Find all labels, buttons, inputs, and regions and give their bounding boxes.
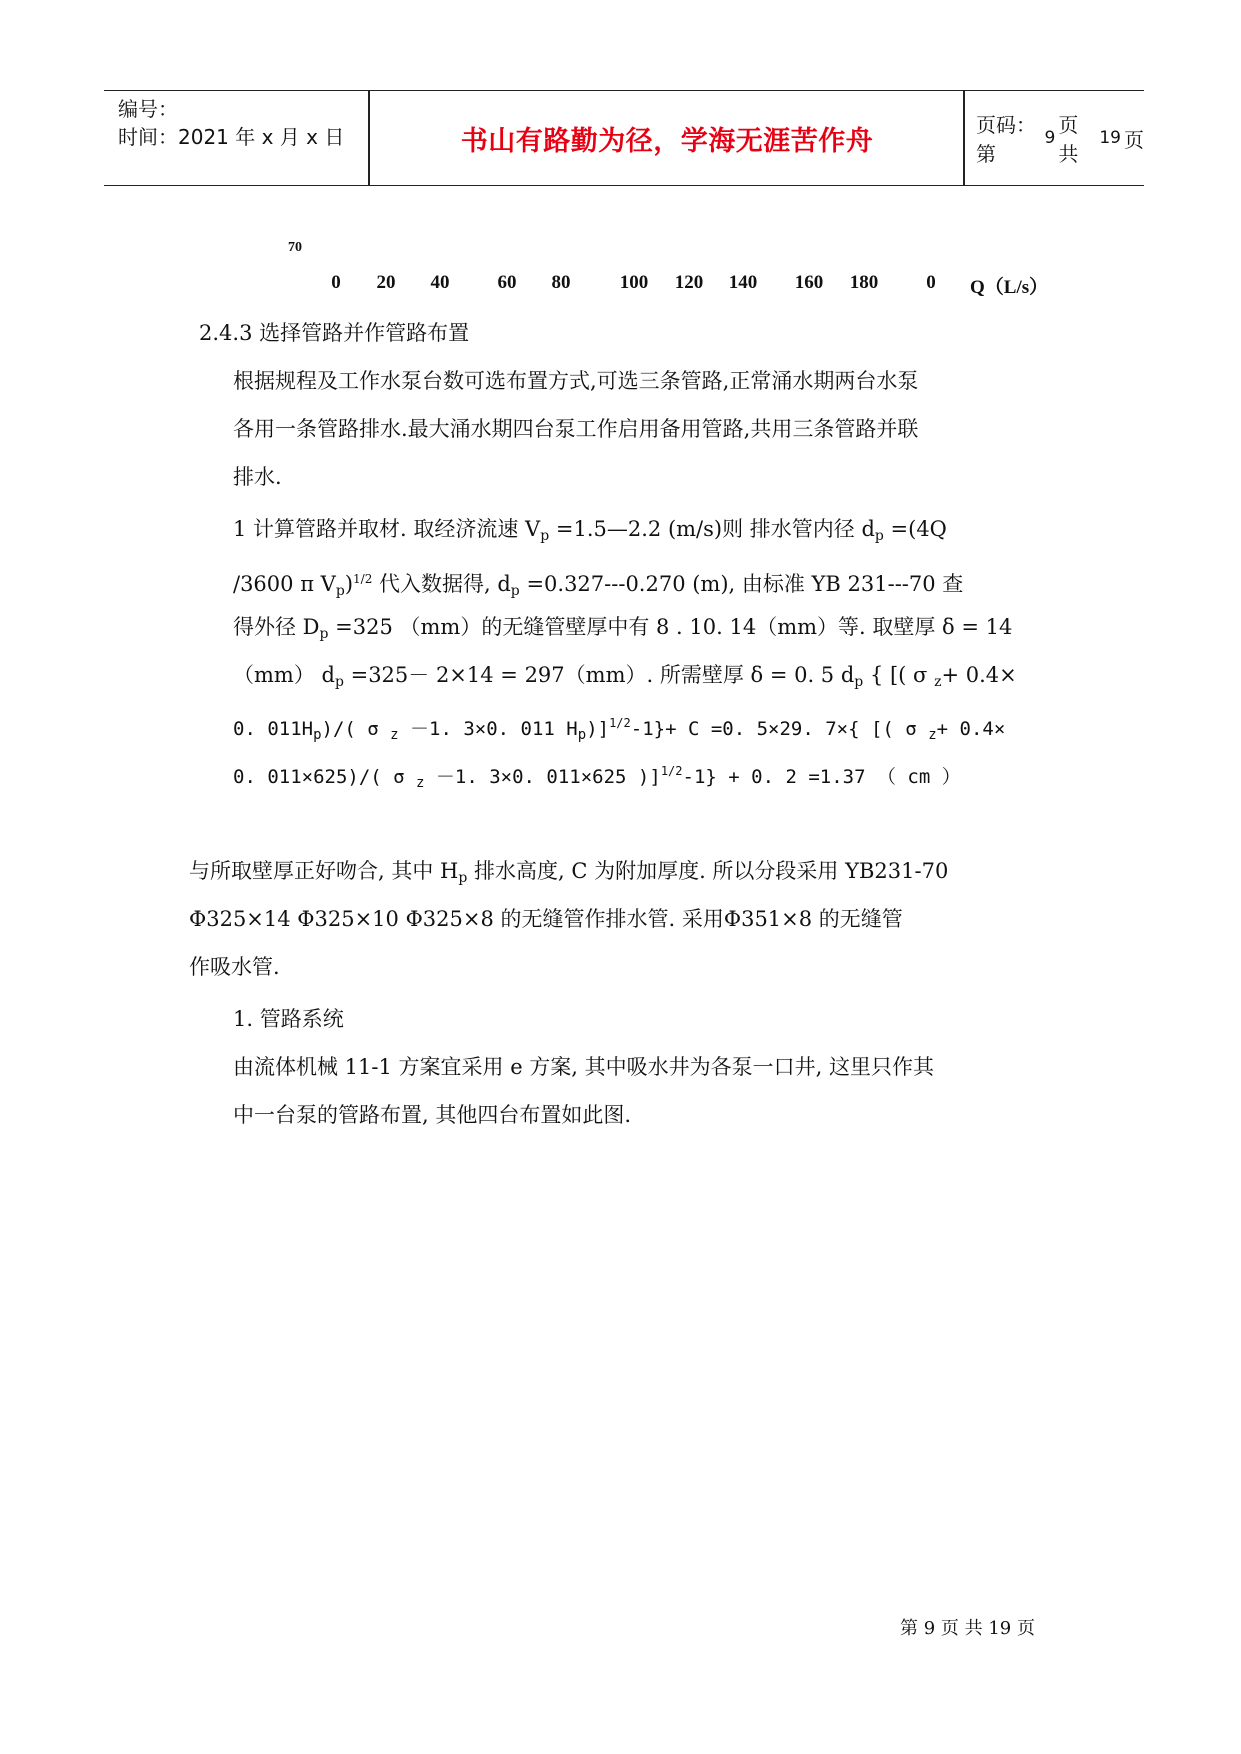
list-heading: 1. 管路系统	[233, 1007, 344, 1031]
text-line: 排水.	[233, 465, 282, 489]
x-axis-label: Q（L/s）	[970, 277, 1049, 298]
page-total: 19	[1099, 128, 1121, 148]
x-tick-label: 160	[794, 272, 824, 293]
text-line: /3600 π $V_p)^{1/2}$ 代入数据得, $d_p =0.327---0.270$ (m), 由标准 YB 231---70 查	[233, 572, 964, 599]
header-page-info	[976, 91, 1144, 185]
y-tick-label: 70	[288, 240, 302, 255]
text-line: Φ325×14 Φ325×10 Φ325×8 的无缝管作排水管. 采用Φ351×8 的无缝管	[189, 907, 903, 931]
text-line: 各用一条管路排水.最大涌水期四台泵工作启用备用管路,共用三条管路并联	[233, 417, 919, 441]
text-line: 由流体机械 11-1 方案宜采用 e 方案, 其中吸水井为各泵一口井, 这里只作其	[233, 1055, 935, 1079]
header-divider-right	[963, 91, 965, 185]
page-footer: 第 9 页 共 19 页	[900, 1618, 1035, 1639]
text-line: 得外径 $D_p =325$ （mm）的无缝管壁厚中有 8 . 10. 14（mm）等. 取壁厚 δ = 14	[233, 615, 1013, 642]
x-tick-label: 80	[551, 272, 571, 293]
x-tick-label: 40	[430, 272, 450, 293]
text-line: 0. 011×625)/( σ $_z$ －1. 3×0. 011×625 )]$^{1/2}$-1} + 0. 2 =1.37 （ cm ）	[233, 764, 961, 791]
x-tick-label: 20	[376, 272, 396, 293]
text-line: （mm） $d_p =325- 2\times 14 = 297(mm)$. 所需壁厚 δ = 0. 5 $d_p$ { [( σ $_z$+ 0.4×	[233, 663, 1017, 690]
header-motto: 书山有路勤为径，学海无涯苦作舟	[460, 125, 874, 157]
x-tick-label: 140	[728, 272, 758, 293]
text-line: 0. $011H_p)/$( σ $_z$ －1. 3×0. 011 $H_p)]^{1/2}-1\}+ C =0$. 5×29. 7×{ [( σ $_z$+ 0.4×	[233, 716, 1006, 743]
x-tick-label: 0	[926, 272, 936, 293]
time-label: 时间：2021 年 x 月 x 日	[118, 125, 345, 149]
section-heading: 2.4.3 选择管路并作管路布置	[199, 321, 470, 345]
text-line: 与所取壁厚正好吻合, 其中 $H_p$ 排水高度, C 为附加厚度. 所以分段采用 YB231-70	[189, 859, 949, 886]
x-tick-label: 60	[497, 272, 517, 293]
x-tick-label: 100	[619, 272, 649, 293]
number-label: 编号：	[118, 97, 178, 121]
page-prefix: 页码：第	[976, 113, 1036, 166]
text-line: 根据规程及工作水泵台数可选布置方式,可选三条管路,正常涌水期两台水泵	[233, 369, 919, 393]
page-number: 9	[1044, 128, 1056, 148]
page-header	[104, 90, 1144, 186]
text-line: 作吸水管.	[189, 955, 280, 979]
x-tick-label: 0	[331, 272, 341, 293]
x-tick-label: 180	[849, 272, 879, 293]
text-line: 1 计算管路并取材. 取经济流速 $V_p$ =1.5—2.2 (m/s)则 排水管内径 $d_p =(4Q$	[233, 517, 947, 544]
text-line: 中一台泵的管路布置, 其他四台布置如此图.	[233, 1103, 632, 1127]
header-meta	[118, 95, 358, 151]
x-tick-label: 120	[674, 272, 704, 293]
page-suffix: 页	[1124, 127, 1144, 152]
x-axis-ticks	[0, 272, 1241, 298]
page-mid: 页 共	[1058, 113, 1079, 166]
